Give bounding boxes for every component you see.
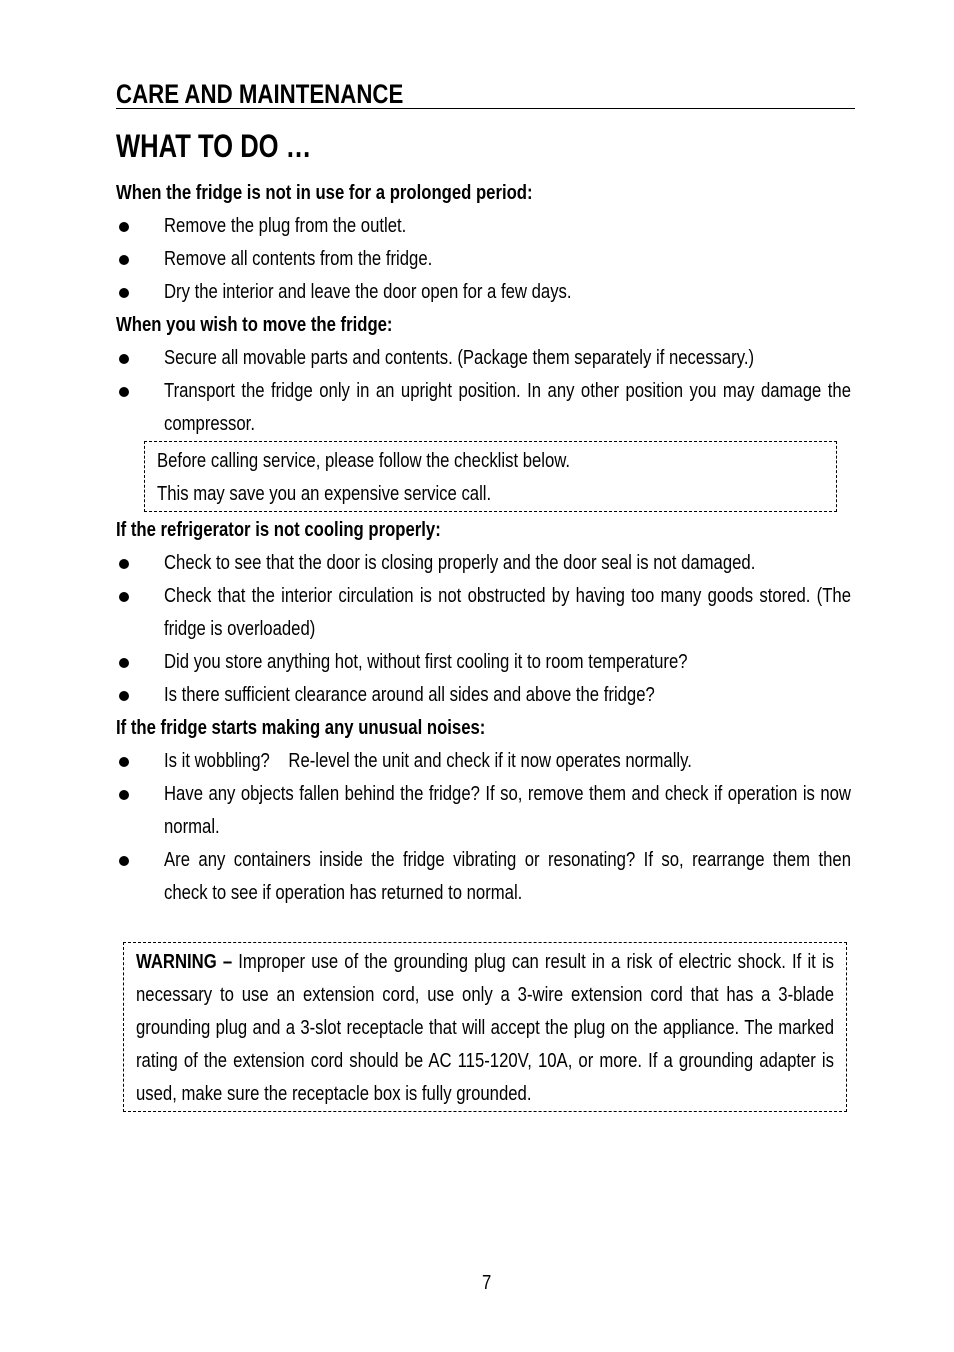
section-header	[116, 80, 855, 109]
warning-text: Improper use of the grounding plug can result in a risk of electric shock. If it is	[237, 950, 834, 973]
bullet-text-line: Secure all movable parts and contents. (Package them separately if necessary.)	[164, 347, 755, 369]
bullet-item	[116, 276, 855, 309]
bullet-icon	[119, 856, 129, 866]
page-title-block	[116, 126, 855, 166]
bullet-icon	[119, 592, 129, 602]
bullet-text-line: Check that the interior circulation is not obstructed by having too many goods stored. (The	[164, 585, 851, 607]
bullet-icon	[119, 658, 129, 668]
bullet-text-line: Have any objects fallen behind the fridge? If so, remove them and check if operation is now	[164, 783, 851, 805]
subheading-prolonged-period	[116, 177, 855, 210]
bullet-item	[116, 844, 855, 910]
bullet-text-line: Check to see that the door is closing properly and the door seal is not damaged.	[164, 552, 756, 574]
bullet-text-line: Dry the interior and leave the door open for a few days.	[164, 281, 572, 303]
subheading-unusual-noises	[116, 712, 855, 745]
bullet-icon	[119, 757, 129, 767]
bullet-text-line: Is it wobbling? Re-level the unit and check if it now operates normally.	[164, 750, 692, 772]
bullet-icon	[119, 222, 129, 232]
subheading-text: When the fridge is not in use for a prolonged period:	[116, 182, 533, 204]
bullet-item	[116, 243, 855, 276]
page-title: WHAT TO DO …	[116, 128, 312, 164]
bullet-item	[116, 375, 855, 441]
page-number-block	[482, 1270, 493, 1296]
content-body	[116, 177, 855, 1112]
subheading-text: When you wish to move the fridge:	[116, 314, 393, 336]
warning-text-line: rating of the extension cord should be AC 115-120V, 10A, or more. If a grounding adapter is	[135, 1049, 834, 1072]
page-number: 7	[482, 1272, 492, 1294]
bullet-icon	[119, 387, 129, 397]
bullet-icon	[119, 691, 129, 701]
bullet-text-line: fridge is overloaded)	[164, 618, 316, 640]
service-note-line: This may save you an expensive service call.	[156, 482, 491, 505]
warning-text-line: necessary to use an extension cord, use only a 3-wire extension cord that has a 3-blade	[135, 983, 834, 1006]
warning-box	[123, 942, 847, 1112]
bullet-item	[116, 646, 855, 679]
subheading-text: If the refrigerator is not cooling properly:	[116, 519, 441, 541]
bullet-text-line: check to see if operation has returned to normal.	[164, 882, 523, 904]
bullet-text-line: Remove all contents from the fridge.	[164, 248, 433, 270]
bullet-icon	[119, 255, 129, 265]
bullet-icon	[119, 559, 129, 569]
warning-label: WARNING –	[135, 950, 232, 973]
bullet-item	[116, 210, 855, 243]
bullet-item	[116, 547, 855, 580]
bullet-text-line: Did you store anything hot, without first cooling it to room temperature?	[164, 651, 688, 673]
subheading-text: If the fridge starts making any unusual noises:	[116, 717, 486, 739]
bullet-item	[116, 778, 855, 844]
bullet-text-line: normal.	[164, 816, 220, 838]
bullet-item	[116, 342, 855, 375]
subheading-not-cooling	[116, 514, 855, 547]
bullet-text-line: Remove the plug from the outlet.	[164, 215, 407, 237]
bullet-item	[116, 679, 855, 712]
bullet-item	[116, 745, 855, 778]
warning-text-line: grounding plug and a 3-slot receptacle that will accept the plug on the appliance. The marked	[135, 1016, 834, 1039]
service-note-box	[144, 441, 837, 512]
section-title: CARE AND MAINTENANCE	[116, 79, 404, 109]
bullet-item	[116, 580, 855, 646]
bullet-icon	[119, 790, 129, 800]
bullet-text-line: Is there sufficient clearance around all sides and above the fridge?	[164, 684, 655, 706]
bullet-text-line: Transport the fridge only in an upright position. In any other position you may damage the	[164, 380, 851, 402]
bullet-icon	[119, 288, 129, 298]
bullet-icon	[119, 354, 129, 364]
warning-text-line: used, make sure the receptacle box is fully grounded.	[135, 1082, 531, 1105]
service-note-line: Before calling service, please follow the checklist below.	[156, 449, 570, 472]
subheading-moving-fridge	[116, 309, 855, 342]
bullet-text-line: compressor.	[164, 413, 255, 435]
warning-text-line	[136, 946, 834, 979]
bullet-text-line: Are any containers inside the fridge vibrating or resonating? If so, rearrange them then	[164, 849, 851, 871]
